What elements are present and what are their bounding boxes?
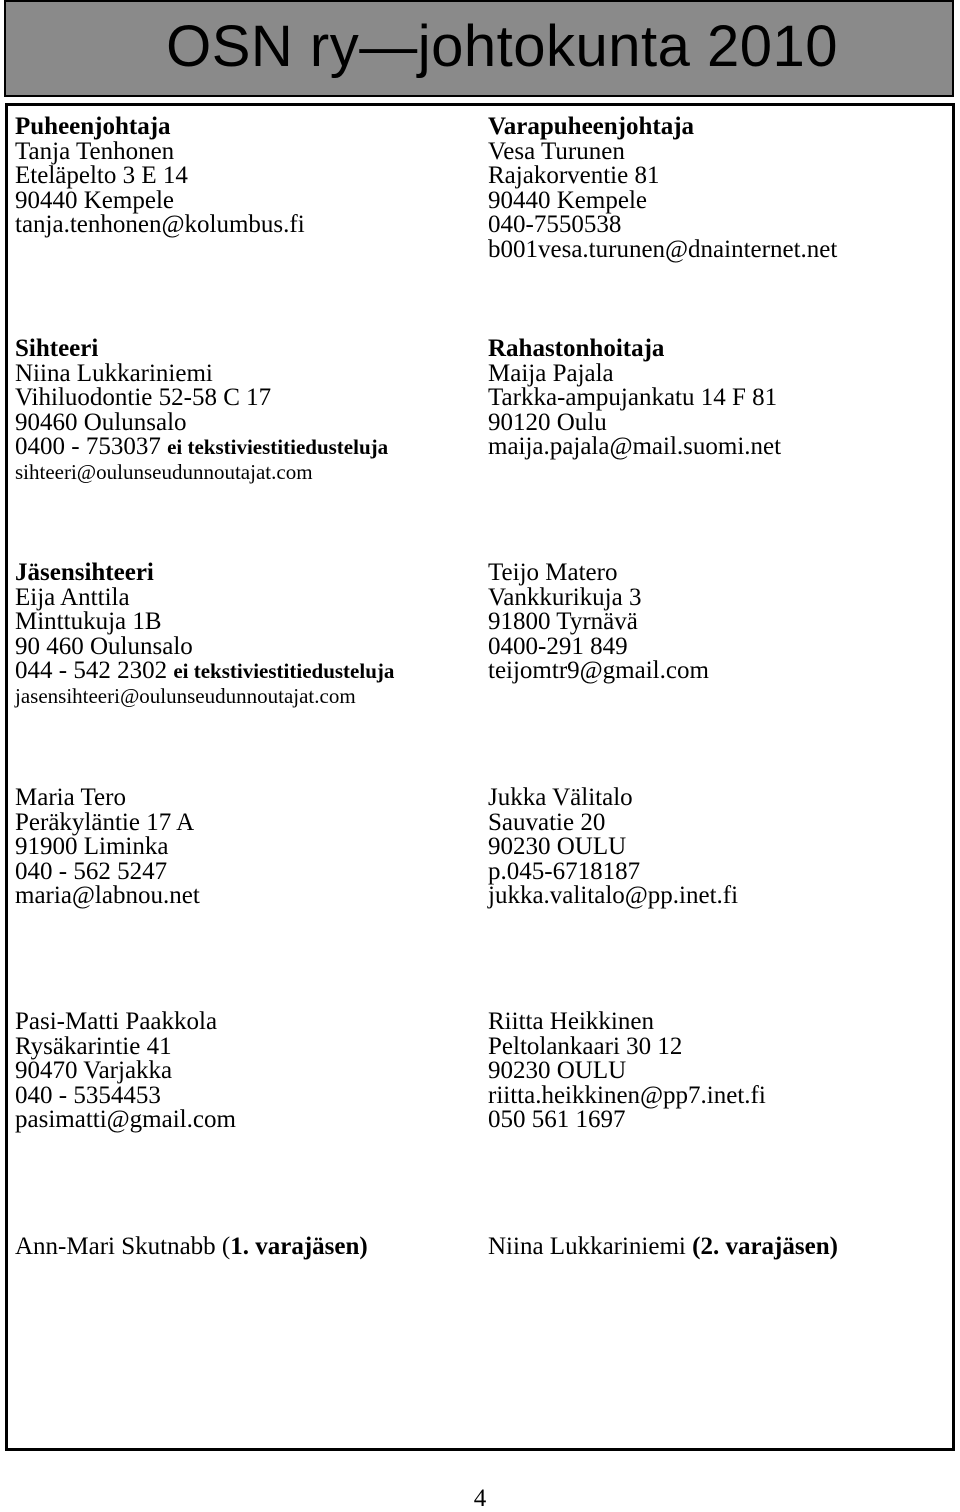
deputy-1-name: Ann-Mari Skutnabb — [15, 1233, 216, 1260]
member-jukka-phone: p.045-6718187 — [488, 857, 641, 885]
treasurer-email[interactable]: maija.pajala@mail.suomi.net — [488, 433, 782, 460]
chair-block — [15, 115, 305, 238]
vice-chair-email[interactable]: b001vesa.turunen@dnainternet.net — [488, 235, 838, 263]
member-riitta-email[interactable]: riitta.heikkinen@pp7.inet.fi — [488, 1081, 766, 1109]
vice-chair-city: 90440 Kempele — [488, 186, 647, 214]
chair-street: Eteläpelto 3 E 14 — [15, 162, 188, 189]
member-riitta-city: 90230 OULU — [488, 1057, 627, 1084]
member-teijo-name: Teijo Matero — [488, 559, 618, 586]
vice-chair-role: Varapuheenjohtaja — [488, 113, 695, 140]
treasurer-city: 90120 Oulu — [488, 408, 607, 436]
treasurer-role: Rahastonhoitaja — [488, 335, 665, 362]
vice-chair-street: Rajakorventie 81 — [488, 162, 660, 189]
membership-secretary-block — [15, 561, 394, 708]
vice-chair-block — [488, 115, 837, 262]
secretary-phone-note: ei tekstiviestitiedusteluja — [167, 435, 389, 459]
vice-chair-phone: 040-7550538 — [488, 211, 622, 238]
treasurer-name: Maija Pajala — [488, 359, 614, 387]
secretary-city: 90460 Oulunsalo — [15, 408, 187, 436]
member-jukka-name: Jukka Välitalo — [488, 784, 633, 811]
member-maria-block — [15, 786, 200, 909]
page-number: 4 — [473, 1485, 487, 1512]
membership-secretary-street: Minttukuja 1B — [15, 608, 162, 635]
member-riitta-phone: 050 561 1697 — [488, 1106, 626, 1133]
membership-secretary-role: Jäsensihteeri — [15, 559, 154, 586]
member-maria-name: Maria Tero — [15, 784, 126, 811]
vice-chair-name: Vesa Turunen — [488, 137, 625, 165]
member-riitta-street: Peltolankaari 30 12 — [488, 1032, 683, 1060]
member-jukka-street: Sauvatie 20 — [488, 808, 606, 836]
deputy-2-name: Niina Lukkariniemi — [488, 1233, 686, 1260]
chair-email[interactable]: tanja.tenhonen@kolumbus.fi — [15, 211, 305, 238]
member-pasi-email[interactable]: pasimatti@gmail.com — [15, 1106, 236, 1133]
member-teijo-email[interactable]: teijomtr9@gmail.com — [488, 657, 709, 684]
chair-name: Tanja Tenhonen — [15, 137, 175, 165]
member-pasi-city: 90470 Varjakka — [15, 1057, 173, 1084]
secretary-phone-line — [15, 435, 388, 460]
membership-secretary-email[interactable]: jasensihteeri@oulunseudunnoutajat.com — [15, 683, 356, 708]
chair-city: 90440 Kempele — [15, 186, 174, 214]
member-jukka-block — [488, 786, 738, 909]
member-teijo-street: Vankkurikuja 3 — [488, 583, 642, 611]
secretary-name: Niina Lukkariniemi — [15, 359, 213, 387]
secretary-block — [15, 337, 388, 484]
membership-secretary-name: Eija Anttila — [15, 583, 130, 611]
deputy-2-label: (2. varajäsen) — [685, 1233, 838, 1260]
member-maria-phone: 040 - 562 5247 — [15, 857, 168, 885]
deputy-2-line — [488, 1235, 838, 1260]
deputy-1-block — [15, 1235, 368, 1260]
page-title: OSN ry—johtokunta 2010 — [166, 14, 838, 79]
member-riitta-block — [488, 1010, 766, 1133]
member-jukka-email[interactable]: jukka.valitalo@pp.inet.fi — [488, 882, 739, 909]
deputy-2-block — [488, 1235, 838, 1260]
member-jukka-city: 90230 OULU — [488, 833, 627, 860]
secretary-email[interactable]: sihteeri@oulunseudunnoutajat.com — [15, 459, 313, 484]
secretary-phone: 0400 - 753037 — [15, 433, 161, 460]
membership-secretary-phone-line — [15, 659, 394, 684]
membership-secretary-phone-note: ei tekstiviestitiedusteluja — [173, 659, 395, 683]
secretary-role: Sihteeri — [15, 335, 99, 362]
deputy-1-label: 1. varajäsen) — [230, 1233, 368, 1260]
member-pasi-block — [15, 1010, 236, 1133]
member-maria-street: Peräkyläntie 17 A — [15, 808, 195, 836]
member-riitta-name: Riitta Heikkinen — [488, 1008, 654, 1035]
member-teijo-block — [488, 561, 709, 684]
treasurer-street: Tarkka-ampujankatu 14 F 81 — [488, 384, 778, 411]
treasurer-block — [488, 337, 781, 460]
member-teijo-city: 91800 Tyrnävä — [488, 608, 638, 635]
deputy-1-open-paren: ( — [215, 1233, 231, 1260]
deputy-1-line — [15, 1235, 368, 1260]
secretary-street: Vihiluodontie 52-58 C 17 — [15, 384, 272, 411]
member-pasi-phone: 040 - 5354453 — [15, 1081, 161, 1109]
membership-secretary-phone: 044 - 542 2302 — [15, 657, 168, 684]
member-pasi-street: Rysäkarintie 41 — [15, 1032, 172, 1060]
member-pasi-name: Pasi-Matti Paakkola — [15, 1008, 218, 1035]
chair-role: Puheenjohtaja — [15, 113, 171, 140]
member-teijo-phone: 0400-291 849 — [488, 632, 628, 660]
member-maria-email[interactable]: maria@labnou.net — [15, 882, 200, 909]
membership-secretary-city: 90 460 Oulunsalo — [15, 632, 193, 660]
member-maria-city: 91900 Liminka — [15, 833, 169, 860]
